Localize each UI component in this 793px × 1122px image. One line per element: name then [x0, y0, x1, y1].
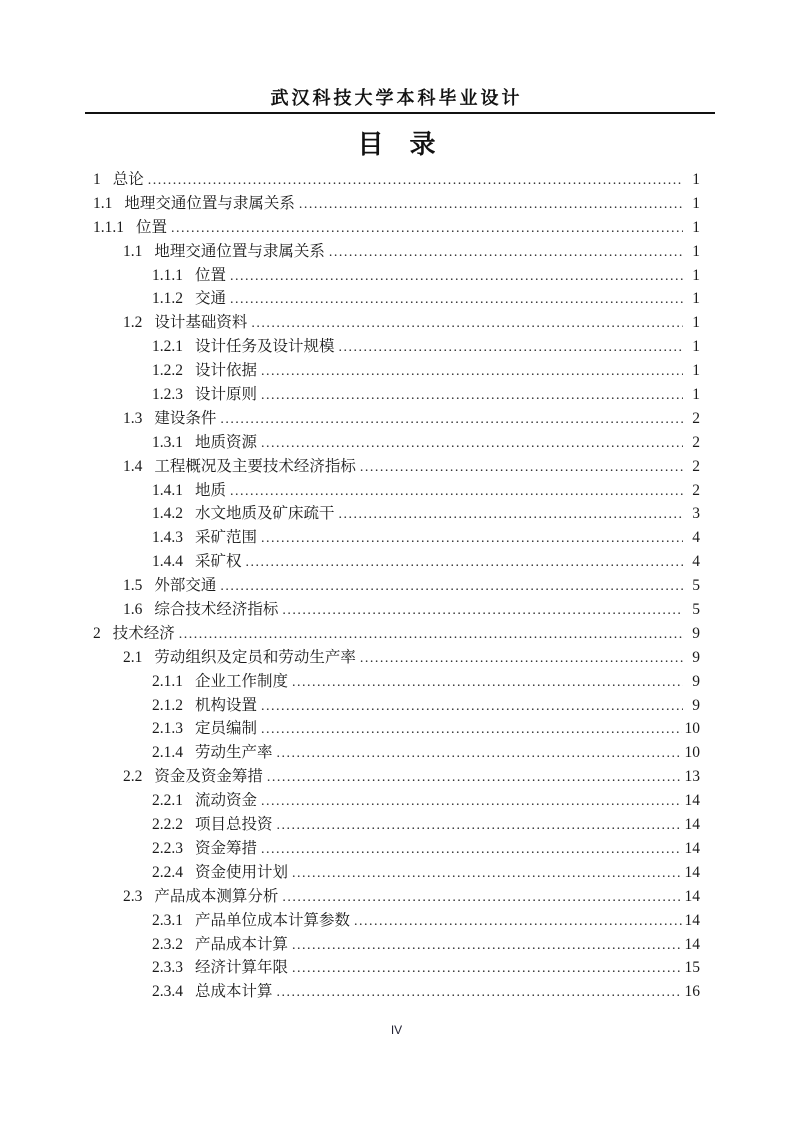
toc-entry-title: 机构设置 [195, 696, 258, 714]
toc-entry-title: 资金筹措 [195, 839, 258, 857]
toc-entry-title: 劳动组织及定员和劳动生产率 [154, 648, 356, 666]
toc-entry-page: 14 [684, 911, 700, 929]
toc-entry-title: 位置 [136, 218, 168, 236]
toc-entry-page: 2 [692, 409, 700, 427]
toc-entry [93, 812, 700, 836]
toc-entry-number: 2.2.4 [152, 863, 183, 881]
toc-leader-dots [230, 292, 683, 308]
toc-entry-page: 14 [684, 839, 700, 857]
toc-entry [93, 979, 700, 1003]
toc-entry [93, 478, 700, 502]
toc-entry-title: 地质资源 [195, 433, 258, 451]
toc-entry-title: 设计基础资料 [154, 314, 248, 332]
toc-entry [93, 621, 700, 645]
toc-entry-number: 2.3.4 [152, 983, 183, 1001]
toc-leader-dots [251, 316, 683, 332]
toc-entry-title: 外部交通 [154, 577, 217, 595]
toc-entry-page: 3 [692, 505, 700, 523]
toc-entry-number: 1.1 [123, 242, 143, 260]
toc-entry [93, 764, 700, 788]
toc-leader-dots [339, 507, 683, 523]
toc-entry-number: 1.2.2 [152, 362, 183, 380]
toc-entry-title: 流动资金 [195, 792, 258, 810]
toc-leader-dots [230, 269, 683, 285]
toc-entry-page: 9 [692, 696, 700, 714]
toc-entry-number: 1 [93, 171, 101, 188]
toc-entry-title: 总成本计算 [195, 983, 273, 1001]
toc-entry-number: 1.3.1 [152, 433, 183, 451]
toc-entry-number: 1.6 [123, 601, 143, 619]
toc-entry-title: 产品单位成本计算参数 [195, 911, 351, 929]
toc-entry [93, 310, 700, 334]
toc-entry-page: 1 [692, 242, 700, 260]
toc-entry-number: 1.1.1 [93, 218, 124, 236]
toc-entry [93, 788, 700, 812]
toc-entry-number: 2.1.1 [152, 672, 183, 690]
toc-entry-page: 14 [684, 816, 700, 834]
toc-leader-dots [220, 412, 683, 428]
header-rule [85, 112, 715, 114]
toc-entry-page: 1 [692, 338, 700, 356]
toc-entry-page: 4 [692, 553, 700, 571]
toc-entry-title: 劳动生产率 [195, 744, 273, 762]
toc-entry-number: 2.1.3 [152, 720, 183, 738]
toc-entry-page: 1 [692, 171, 700, 188]
toc-entry [93, 573, 700, 597]
toc-entry-page: 2 [692, 433, 700, 451]
toc-leader-dots [277, 818, 682, 834]
toc-leader-dots [282, 890, 681, 906]
toc-leader-dots [282, 603, 683, 619]
toc-entry-page: 1 [692, 194, 700, 212]
toc-leader-dots [261, 794, 681, 810]
toc-entry-title: 建设条件 [154, 409, 217, 427]
toc-entry-page: 10 [684, 720, 700, 738]
toc-entry-number: 2.1.4 [152, 744, 183, 762]
toc-entry-page: 4 [692, 529, 700, 547]
toc-leader-dots [148, 173, 683, 189]
toc-entry [93, 406, 700, 430]
toc-leader-dots [261, 699, 683, 715]
toc-entry [93, 597, 700, 621]
toc-leader-dots [292, 961, 681, 977]
toc-entry [93, 286, 700, 310]
toc-entry-page: 1 [692, 266, 700, 284]
toc-leader-dots [261, 531, 683, 547]
toc-entry-number: 2.2.1 [152, 792, 183, 810]
toc-entry-number: 2.1 [123, 648, 143, 666]
toc-entry-number: 1.2.3 [152, 386, 183, 404]
toc-entry-number: 1.5 [123, 577, 143, 595]
toc-entry-number: 1.1 [93, 194, 113, 212]
toc-entry-page: 14 [684, 935, 700, 953]
toc-leader-dots [292, 866, 681, 882]
toc-leader-dots [360, 651, 683, 667]
toc-entry-page: 10 [684, 744, 700, 762]
toc-entry-number: 2.3 [123, 887, 143, 905]
toc-leader-dots [292, 675, 683, 691]
toc-entry [93, 501, 700, 525]
toc-entry-title: 设计任务及设计规模 [195, 338, 335, 356]
toc-entry-number: 2.3.1 [152, 911, 183, 929]
toc-entry [93, 645, 700, 669]
toc-entry-title: 资金及资金筹措 [154, 768, 263, 786]
toc-entry [93, 884, 700, 908]
toc-entry-page: 14 [684, 887, 700, 905]
toc-entry-title: 交通 [195, 290, 227, 308]
toc-entry-number: 1.2 [123, 314, 143, 332]
toc-entry-page: 9 [692, 648, 700, 666]
toc-entry [93, 860, 700, 884]
toc-entry-title: 设计原则 [195, 386, 258, 404]
toc-leader-dots [179, 627, 683, 643]
toc-leader-dots [261, 436, 683, 452]
toc-entry-title: 经济计算年限 [195, 959, 289, 977]
toc-entry-title: 采矿权 [195, 553, 242, 571]
toc-entry-page: 2 [692, 457, 700, 475]
toc-list [93, 167, 700, 1003]
toc-leader-dots [292, 938, 681, 954]
toc-entry-number: 2.2 [123, 768, 143, 786]
toc-entry-title: 设计依据 [195, 362, 258, 380]
page-header-title: 武汉科技大学本科毕业设计 [270, 88, 523, 108]
toc-entry [93, 740, 700, 764]
footer-page-number: IV [390, 1023, 403, 1037]
toc-entry-title: 产品成本计算 [195, 935, 289, 953]
toc-entry-title: 技术经济 [112, 624, 175, 642]
toc-entry-page: 14 [684, 792, 700, 810]
toc-entry-title: 定员编制 [195, 720, 258, 738]
toc-leader-dots [329, 245, 683, 261]
toc-entry-number: 1.4.4 [152, 553, 183, 571]
toc-entry-number: 2.3.2 [152, 935, 183, 953]
toc-leader-dots [230, 484, 683, 500]
toc-entry-title: 地理交通位置与隶属关系 [124, 194, 295, 212]
toc-entry-page: 1 [692, 218, 700, 236]
toc-entry-number: 1.1.1 [152, 266, 183, 284]
toc-entry-title: 地质 [195, 481, 227, 499]
toc-entry-number: 2.3.3 [152, 959, 183, 977]
toc-entry-title: 企业工作制度 [195, 672, 289, 690]
toc-entry-number: 1.4 [123, 457, 143, 475]
toc-entry-number: 1.4.3 [152, 529, 183, 547]
toc-title: 目 录 [357, 129, 436, 159]
toc-entry-page: 1 [692, 314, 700, 332]
toc-leader-dots [277, 746, 682, 762]
toc-entry [93, 191, 700, 215]
toc-entry [93, 716, 700, 740]
toc-entry-number: 1.2.1 [152, 338, 183, 356]
toc-entry-number: 2.1.2 [152, 696, 183, 714]
toc-entry-page: 14 [684, 863, 700, 881]
toc-entry-title: 工程概况及主要技术经济指标 [154, 457, 356, 475]
toc-entry [93, 908, 700, 932]
toc-entry [93, 430, 700, 454]
toc-leader-dots [261, 842, 681, 858]
toc-entry-page: 15 [684, 959, 700, 977]
toc-leader-dots [360, 460, 683, 476]
toc-entry-page: 5 [692, 601, 700, 619]
toc-leader-dots [299, 197, 683, 213]
toc-entry [93, 358, 700, 382]
toc-entry-number: 1.4.2 [152, 505, 183, 523]
toc-leader-dots [261, 364, 683, 380]
toc-entry [93, 525, 700, 549]
toc-entry-page: 1 [692, 386, 700, 404]
toc-entry [93, 693, 700, 717]
toc-entry-page: 13 [684, 768, 700, 786]
toc-entry-number: 1.3 [123, 409, 143, 427]
toc-entry-page: 2 [692, 481, 700, 499]
toc-entry-title: 产品成本测算分析 [154, 887, 279, 905]
toc-entry-title: 位置 [195, 266, 227, 284]
toc-entry [93, 836, 700, 860]
toc-entry [93, 932, 700, 956]
toc-leader-dots [261, 388, 683, 404]
toc-entry-title: 项目总投资 [195, 816, 273, 834]
toc-entry-number: 2.2.3 [152, 839, 183, 857]
toc-leader-dots [246, 555, 683, 571]
toc-leader-dots [339, 340, 683, 356]
toc-entry [93, 334, 700, 358]
toc-entry [93, 955, 700, 979]
toc-leader-dots [277, 985, 682, 1001]
toc-entry-number: 2 [93, 624, 101, 642]
toc-leader-dots [171, 221, 683, 237]
toc-entry [93, 167, 700, 191]
toc-leader-dots [261, 722, 681, 738]
toc-entry-number: 2.2.2 [152, 816, 183, 834]
toc-entry [93, 669, 700, 693]
toc-entry-page: 1 [692, 362, 700, 380]
toc-entry-page: 9 [692, 624, 700, 642]
toc-entry-title: 综合技术经济指标 [154, 601, 279, 619]
toc-entry [93, 215, 700, 239]
toc-entry [93, 263, 700, 287]
toc-leader-dots [220, 579, 683, 595]
toc-leader-dots [267, 770, 682, 786]
toc-entry-title: 水文地质及矿床疏干 [195, 505, 335, 523]
page-footer [0, 1023, 793, 1037]
toc-entry-page: 9 [692, 672, 700, 690]
toc-entry [93, 239, 700, 263]
toc-entry-page: 16 [684, 983, 700, 1001]
toc-entry-title: 地理交通位置与隶属关系 [154, 242, 325, 260]
toc-entry-title: 总论 [112, 171, 144, 188]
toc-entry-page: 1 [692, 290, 700, 308]
toc-entry [93, 454, 700, 478]
toc-leader-dots [354, 914, 681, 930]
toc-entry-title: 采矿范围 [195, 529, 258, 547]
toc-entry-page: 5 [692, 577, 700, 595]
toc-entry [93, 382, 700, 406]
toc-entry-number: 1.1.2 [152, 290, 183, 308]
toc-entry-title: 资金使用计划 [195, 863, 289, 881]
toc-entry [93, 549, 700, 573]
toc-entry-number: 1.4.1 [152, 481, 183, 499]
